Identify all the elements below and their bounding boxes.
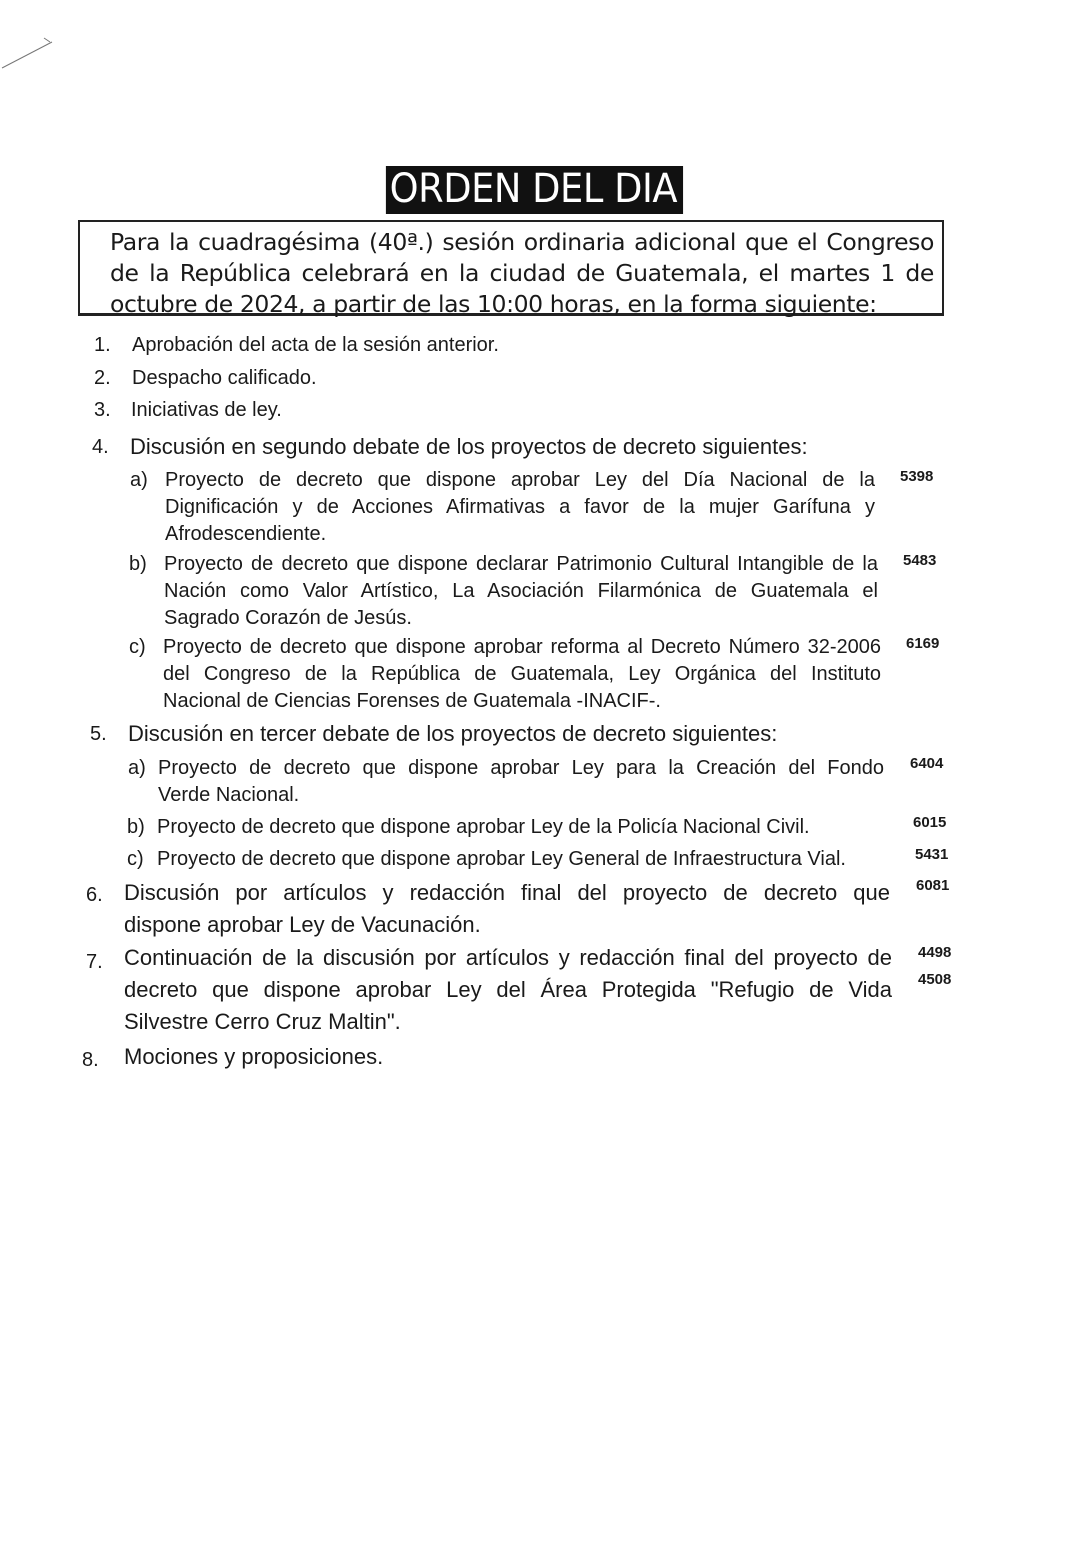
item-text: Aprobación del acta de la sesión anterior.: [132, 334, 499, 356]
item-number: 2.: [94, 367, 111, 389]
item-number: 1.: [94, 334, 111, 356]
sub-item-letter: a): [130, 469, 148, 491]
text-line: Continuación de la discusión por artículos y redacción final del proyecto de: [124, 945, 892, 970]
intro-line: de la República celebrará en la ciudad de Guatemala, el martes 1 de: [110, 259, 934, 287]
item-text: Mociones y proposiciones.: [124, 1044, 384, 1069]
intro-line: octubre de 2024, a partir de las 10:00 horas, en la forma siguiente:: [110, 290, 877, 318]
text-line: Dignificación y de Acciones Afirmativas a favor de la mujer Garífuna y: [165, 496, 875, 518]
text-line: decreto que dispone aprobar Ley del Área Protegida "Refugio de Vida: [124, 977, 892, 1002]
item-text: [124, 942, 892, 1038]
text-line: del Congreso de la República de Guatemala, Ley Orgánica del Instituto: [163, 663, 881, 685]
item-text: Iniciativas de ley.: [131, 399, 282, 421]
text-line: Nacional de Ciencias Forenses de Guatemala -INACIF-.: [163, 690, 661, 712]
initiative-code: 6169: [906, 635, 940, 652]
text-line: Nación como Valor Artístico, La Asociación Filarmónica de Guatemala el: [164, 580, 878, 602]
sub-item-letter: c): [129, 636, 146, 658]
text-line: Proyecto de decreto que dispone aprobar Ley del Día Nacional de la: [165, 469, 875, 491]
title-container: [0, 166, 1068, 214]
sub-item-letter: b): [127, 816, 145, 838]
sub-item-text: [158, 755, 884, 809]
initiative-code: 4498: [918, 944, 952, 961]
intro-line: Para la cuadragésima (40ª.) sesión ordinaria adicional que el Congreso: [110, 228, 934, 256]
item-text: [124, 877, 890, 941]
initiative-code: 5483: [903, 552, 937, 569]
initiative-code: 6081: [916, 877, 950, 894]
initiative-code: 5398: [900, 468, 934, 485]
text-line: Silvestre Cerro Cruz Maltin".: [124, 1009, 401, 1034]
text-line: Sagrado Corazón de Jesús.: [164, 607, 412, 629]
intro-box: [78, 220, 944, 316]
text-line: Proyecto de decreto que dispone aprobar reforma al Decreto Número 32-2006: [163, 636, 881, 658]
page-title: ORDEN DEL DIA: [386, 166, 683, 214]
sub-item-text: [165, 467, 875, 548]
initiative-code: 6015: [913, 814, 947, 831]
sub-item-letter: b): [129, 553, 147, 575]
sub-item-text: [164, 551, 878, 632]
item-text: Despacho calificado.: [132, 367, 317, 389]
text-line: Discusión por artículos y redacción final del proyecto de decreto que: [124, 880, 890, 905]
sub-item-text: Proyecto de decreto que dispone aprobar Ley de la Policía Nacional Civil.: [157, 816, 810, 838]
item-text: Discusión en tercer debate de los proyectos de decreto siguientes:: [128, 721, 778, 746]
text-line: Verde Nacional.: [158, 784, 300, 806]
item-number: 7.: [86, 951, 103, 973]
sub-item-letter: a): [128, 757, 146, 779]
item-number: 5.: [90, 723, 107, 745]
sub-item-text: Proyecto de decreto que dispone aprobar Ley General de Infraestructura Vial.: [157, 848, 846, 870]
text-line: dispone aprobar Ley de Vacunación.: [124, 912, 481, 937]
initiative-code: 5431: [915, 846, 949, 863]
initiative-code: 4508: [918, 971, 952, 988]
pen-scratch-mark: [0, 30, 60, 70]
text-line: Proyecto de decreto que dispone declarar Patrimonio Cultural Intangible de la: [164, 553, 878, 575]
item-text: Discusión en segundo debate de los proyectos de decreto siguientes:: [130, 434, 808, 459]
text-line: Proyecto de decreto que dispone aprobar Ley para la Creación del Fondo: [158, 757, 884, 779]
item-number: 8.: [82, 1049, 99, 1071]
initiative-code: 6404: [910, 755, 944, 772]
sub-item-letter: c): [127, 848, 144, 870]
item-number: 3.: [94, 399, 111, 421]
sub-item-text: [163, 634, 881, 715]
text-line: Afrodescendiente.: [165, 523, 327, 545]
item-number: 4.: [92, 436, 109, 458]
item-number: 6.: [86, 884, 103, 906]
